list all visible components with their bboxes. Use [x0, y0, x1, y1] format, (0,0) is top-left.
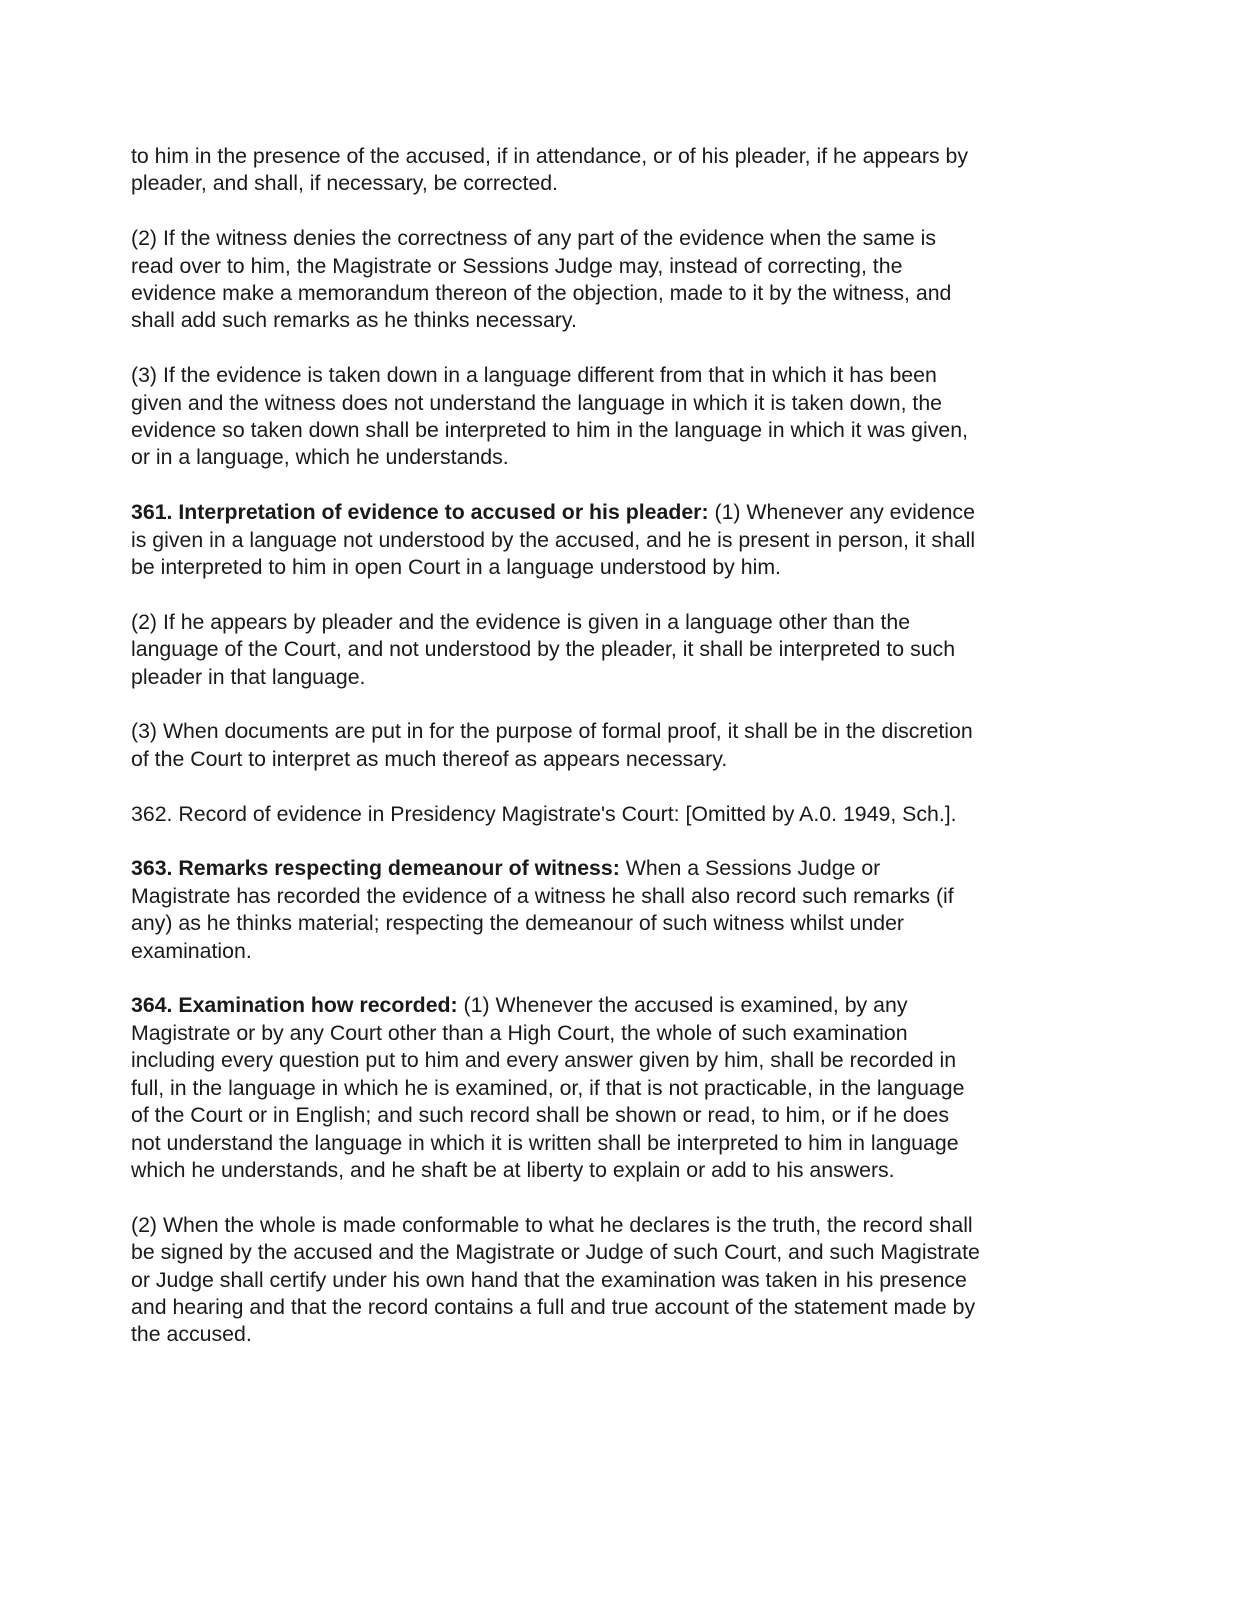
text-line [131, 444, 1091, 471]
line-text: read over to him, the Magistrate or Sessions Judge may, instead of correcting, the [131, 253, 903, 278]
paragraph [131, 362, 1091, 472]
line-text: When a Sessions Judge or [619, 856, 881, 881]
text-line [131, 636, 1091, 663]
text-line [131, 170, 1091, 197]
line-text: is given in a language not understood by the accused, and he is present in person, it shall [131, 527, 976, 552]
line-text: Magistrate or by any Court other than a High Court, the whole of such examination [131, 1020, 908, 1045]
paragraph [131, 1212, 1091, 1349]
text-line [131, 362, 1091, 389]
text-line [131, 855, 1091, 882]
paragraph [131, 718, 1091, 773]
line-text: (2) If he appears by pleader and the evidence is given in a language other than the [131, 609, 911, 634]
text-line [131, 280, 1091, 307]
line-text: of the Court to interpret as much thereof as appears necessary. [131, 746, 728, 771]
text-line [131, 1157, 1091, 1184]
line-text: pleader, and shall, if necessary, be corrected. [131, 171, 558, 196]
line-text: given and the witness does not understand the language in which it is taken down, the [131, 390, 943, 415]
section-paragraph [131, 992, 1091, 1184]
line-text: (2) When the whole is made conformable to what he declares is the truth, the record shall [131, 1212, 973, 1237]
line-text: (3) When documents are put in for the purpose of formal proof, it shall be in the discretion [131, 719, 973, 744]
section-heading: 361. Interpretation of evidence to accused or his pleader: [131, 500, 709, 525]
line-text: which he understands, and he shaft be at liberty to explain or add to his answers. [131, 1157, 895, 1182]
text-line [131, 1212, 1091, 1239]
text-line [131, 1239, 1091, 1266]
line-text: pleader in that language. [131, 664, 366, 689]
text-line [131, 307, 1091, 334]
line-text: examination. [131, 938, 252, 963]
text-line [131, 609, 1091, 636]
line-text: or in a language, which he understands. [131, 445, 509, 470]
text-line [131, 718, 1091, 745]
paragraph [131, 225, 1091, 335]
line-text: 362. Record of evidence in Presidency Magistrate's Court: [Omitted by A.0. 1949, Sch.]. [131, 801, 957, 826]
section-paragraph [131, 499, 1091, 581]
paragraph [131, 801, 1091, 828]
text-line [131, 1294, 1091, 1321]
line-text: full, in the language in which he is examined, or, if that is not practicable, in the language [131, 1075, 965, 1100]
text-line [131, 1130, 1091, 1157]
text-line [131, 1321, 1091, 1348]
text-line [131, 527, 1091, 554]
line-text: not understand the language in which it is written shall be interpreted to him in language [131, 1130, 959, 1155]
section-heading: 363. Remarks respecting demeanour of witness: [131, 856, 620, 881]
text-line [131, 1075, 1091, 1102]
text-line [131, 992, 1091, 1019]
line-text: be interpreted to him in open Court in a language understood by him. [131, 555, 781, 580]
line-text: to him in the presence of the accused, if in attendance, or of his pleader, if he appears by [131, 144, 969, 168]
line-text: and hearing and that the record contains a full and true account of the statement made by [131, 1294, 976, 1319]
line-text: including every question put to him and every answer given by him, shall be recorded in [131, 1048, 957, 1073]
line-text: (1) Whenever the accused is examined, by any [457, 993, 908, 1018]
line-text: (3) If the evidence is taken down in a language different from that in which it has been [131, 363, 937, 388]
text-line [131, 1020, 1091, 1047]
line-text: be signed by the accused and the Magistrate or Judge of such Court, and such Magistrate [131, 1240, 980, 1265]
text-line [131, 554, 1091, 581]
text-line [131, 225, 1091, 252]
text-line [131, 1267, 1091, 1294]
text-line [131, 883, 1091, 910]
paragraph [131, 609, 1091, 691]
line-text: (2) If the witness denies the correctness of any part of the evidence when the same is [131, 226, 936, 251]
text-line [131, 499, 1091, 526]
text-line [131, 1047, 1091, 1074]
text-line [131, 664, 1091, 691]
line-text: evidence make a memorandum thereon of the objection, made to it by the witness, and [131, 281, 952, 306]
text-line [131, 938, 1091, 965]
line-text: shall add such remarks as he thinks necessary. [131, 308, 577, 333]
line-text: or Judge shall certify under his own hand that the examination was taken in his presence [131, 1267, 967, 1292]
text-line [131, 143, 1091, 170]
section-heading: 364. Examination how recorded: [131, 993, 458, 1018]
line-text: language of the Court, and not understood by the pleader, it shall be interpreted to such [131, 637, 956, 662]
section-paragraph [131, 855, 1091, 965]
line-text: evidence so taken down shall be interpreted to him in the language in which it was given, [131, 418, 969, 443]
paragraph [131, 143, 1091, 198]
text-line [131, 1102, 1091, 1129]
line-text: Magistrate has recorded the evidence of a witness he shall also record such remarks (if [131, 883, 954, 908]
text-line [131, 417, 1091, 444]
line-text: of the Court or in English; and such record shall be shown or read, to him, or if he does [131, 1103, 950, 1128]
text-line [131, 801, 1091, 828]
line-text: the accused. [131, 1322, 252, 1347]
line-text: (1) Whenever any evidence [708, 500, 975, 525]
document-page [131, 143, 1091, 1376]
text-line [131, 253, 1091, 280]
text-line [131, 746, 1091, 773]
line-text: any) as he thinks material; respecting the demeanour of such witness whilst under [131, 911, 905, 936]
text-line [131, 910, 1091, 937]
text-line [131, 390, 1091, 417]
